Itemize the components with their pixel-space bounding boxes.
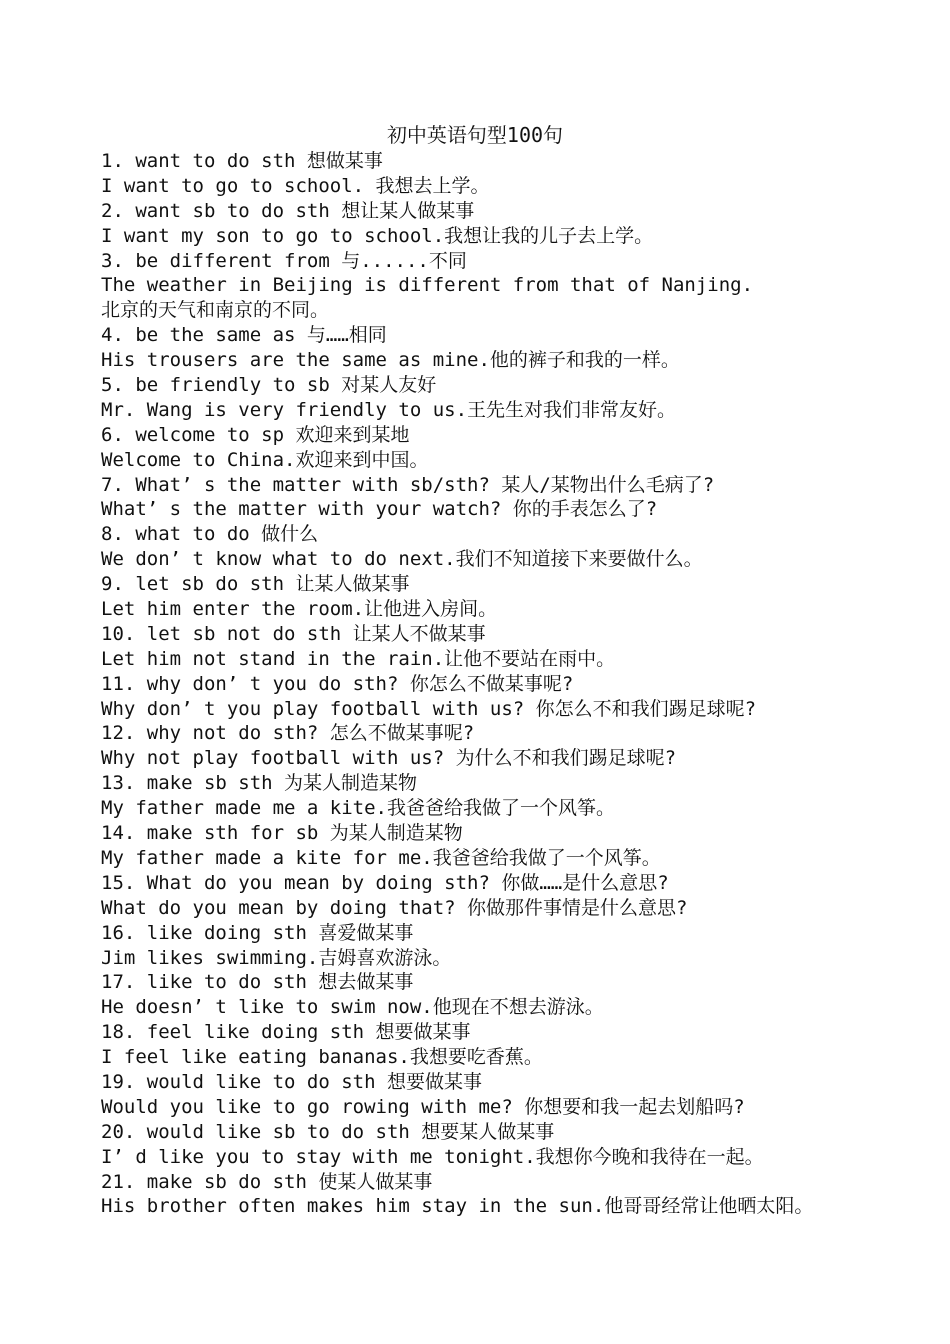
text-line: He doesn’ t like to swim now.他现在不想去游泳。 <box>101 996 604 1019</box>
text-line: 4. be the same as 与……相同 <box>101 324 387 347</box>
text-line: What do you mean by doing that? 你做那件事情是什么意思? <box>101 896 688 919</box>
text-line: 13. make sb sth 为某人制造某物 <box>101 772 418 795</box>
text-line: His trousers are the same as mine.他的裤子和我的一样。 <box>101 349 680 372</box>
text-line: I want my son to go to school.我想让我的儿子去上学。 <box>101 224 654 247</box>
text-line: The weather in Beijing is different from that of Nanjing. <box>101 274 754 297</box>
text-line: My father made me a kite.我爸爸给我做了一个风筝。 <box>101 797 615 820</box>
text-line: 3. be different from 与......不同 <box>101 249 467 272</box>
text-line: 15. What do you mean by doing sth? 你做……是什么意思? <box>101 871 669 894</box>
text-line: What’ s the matter with your watch? 你的手表怎么了? <box>101 498 658 521</box>
text-line: 北京的天气和南京的不同。 <box>101 299 330 322</box>
text-line: 19. would like to do sth 想要做某事 <box>101 1070 482 1093</box>
text-line: Why don’ t you play football with us? 你怎么不和我们踢足球呢? <box>101 697 757 720</box>
text-line: 1. want to do sth 想做某事 <box>101 150 383 172</box>
text-line: I want to go to school. 我想去上学。 <box>101 174 490 197</box>
text-line: 9. let sb do sth 让某人做某事 <box>101 573 410 596</box>
text-line: We don’ t know what to do next.我们不知道接下来要做什么。 <box>101 548 703 571</box>
sentence-list <box>101 149 921 1219</box>
text-line: Would you like to go rowing with me? 你想要和我一起去划船吗? <box>101 1095 745 1118</box>
text-line: My father made a kite for me.我爸爸给我做了一个风筝。 <box>101 846 661 869</box>
text-line: 5. be friendly to sb 对某人友好 <box>101 374 437 397</box>
page-title: 初中英语句型100句 <box>386 123 564 147</box>
text-line: Jim likes swimming.吉姆喜欢游泳。 <box>101 946 452 969</box>
text-line: 6. welcome to sp 欢迎来到某地 <box>101 423 410 446</box>
text-line: 11. why don’ t you do sth? 你怎么不做某事呢? <box>101 672 574 695</box>
text-line: I’ d like you to stay with me tonight.我想你今晚和我待在一起。 <box>101 1145 764 1168</box>
text-line: 20. would like sb to do sth 想要某人做某事 <box>101 1120 555 1143</box>
text-line: 21. make sb do sth 使某人做某事 <box>101 1170 433 1193</box>
text-line: Let him not stand in the rain.让他不要站在雨中。 <box>101 647 616 670</box>
text-line: 7. What’ s the matter with sb/sth? 某人/某物出什么毛病了? <box>101 473 715 496</box>
text-line: 16. like doing sth 喜爱做某事 <box>101 921 414 944</box>
text-line: 10. let sb not do sth 让某人不做某事 <box>101 622 486 645</box>
text-line: 8. what to do 做什么 <box>101 523 319 546</box>
text-line: 17. like to do sth 想去做某事 <box>101 971 414 994</box>
text-line: His brother often makes him stay in the sun.他哥哥经常让他晒太阳。 <box>101 1195 814 1218</box>
text-line: Mr. Wang is very friendly to us.王先生对我们非常友好。 <box>101 398 677 421</box>
text-line: 18. feel like doing sth 想要做某事 <box>101 1021 471 1044</box>
text-line: 2. want sb to do sth 想让某人做某事 <box>101 199 475 222</box>
text-line: I feel like eating bananas.我想要吃香蕉。 <box>101 1046 543 1069</box>
text-line: 12. why not do sth? 怎么不做某事呢? <box>101 722 475 745</box>
text-line: Why not play football with us? 为什么不和我们踢足球呢? <box>101 747 677 770</box>
text-line: Let him enter the room.让他进入房间。 <box>101 598 498 621</box>
text-line: 14. make sth for sb 为某人制造某物 <box>101 822 463 845</box>
text-line: Welcome to China.欢迎来到中国。 <box>101 448 429 471</box>
